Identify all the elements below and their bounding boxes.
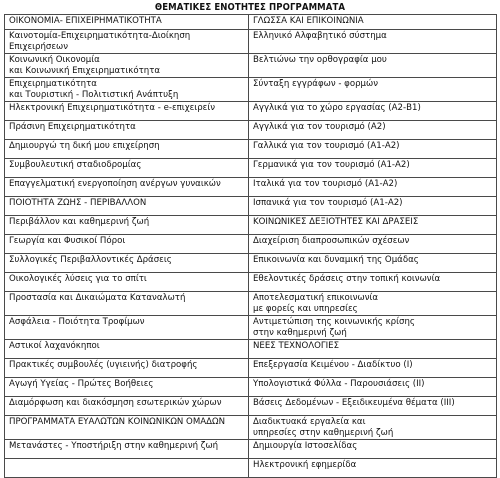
category-heading-new-technologies — [249, 340, 497, 359]
program-cell — [5, 102, 249, 121]
cell-text: ΝΕΕΣ ΤΕΧΝΟΛΟΓΙΕΣ — [253, 341, 340, 351]
cell-text: Διαδικτυακά εργαλεία και υπηρεσίες στην καθημερινή ζωή — [253, 417, 394, 438]
table-row — [5, 121, 497, 140]
table-row — [5, 254, 497, 273]
table-row — [5, 30, 497, 54]
program-cell — [249, 316, 497, 340]
table-row — [5, 102, 497, 121]
cell-text: Πρακτικές συμβουλές (υγιεινής) διατροφής — [9, 360, 198, 370]
program-cell — [249, 359, 497, 378]
cell-text: Κοινωνική Οικονομία και Κοινωνική Επιχειρηματικότητα — [9, 55, 161, 76]
program-cell — [249, 78, 497, 102]
table-row — [5, 197, 497, 216]
program-cell — [5, 159, 249, 178]
program-cell — [5, 54, 249, 78]
table-row — [5, 292, 497, 316]
program-cell — [249, 254, 497, 273]
program-cell — [249, 140, 497, 159]
cell-text: ΠΟΙΟΤΗΤΑ ΖΩΗΣ - ΠΕΡΙΒΑΛΛΟΝ — [9, 198, 147, 208]
cell-text: Διαμόρφωση και διακόσμηση εσωτερικών χώρων — [9, 398, 222, 408]
table-row — [5, 159, 497, 178]
category-heading-language — [249, 15, 497, 30]
cell-text: Δημιουργία Ιστοσελίδας — [253, 441, 358, 451]
cell-text: Επεξεργασία Κειμένου - Διαδίκτυο (Ι) — [253, 360, 413, 370]
program-cell — [5, 235, 249, 254]
cell-text: Πράσινη Επιχειρηματικότητα — [9, 122, 136, 132]
program-cell — [249, 178, 497, 197]
cell-text: ΠΡΟΓΡΑΜΜΑΤΑ ΕΥΑΛΩΤΩΝ ΚΟΙΝΩΝΙΚΩΝ ΟΜΑΔΩΝ — [9, 417, 225, 427]
table-row — [5, 54, 497, 78]
program-cell — [249, 197, 497, 216]
program-cell — [5, 397, 249, 416]
table-row — [5, 273, 497, 292]
cell-text: Ασφάλεια - Ποιότητα Τροφίμων — [9, 317, 145, 327]
program-cell — [249, 397, 497, 416]
cell-text: Αγωγή Υγείας - Πρώτες Βοήθειες — [9, 379, 154, 389]
cell-text: Διαχείριση διαπροσωπικών σχέσεων — [253, 236, 410, 246]
cell-text: Γερμανικά για τον τουρισμό (Α1-Α2) — [253, 160, 410, 170]
cell-text: Επιχειρηματικότητα και Τουριστική - Πολιτιστική Ανάπτυξη — [9, 79, 179, 100]
table-row — [5, 416, 497, 440]
program-cell — [249, 102, 497, 121]
cell-text: ΓΛΩΣΣΑ ΚΑΙ ΕΠΙΚΟΙΝΩΝΙΑ — [253, 16, 364, 26]
cell-text: Συμβουλευτική σταδιοδρομίας — [9, 160, 142, 170]
cell-text: Αντιμετώπιση της κοινωνικής κρίσης στην καθημερινή ζωή — [253, 317, 415, 338]
programs-table-body — [5, 15, 497, 478]
program-cell — [5, 359, 249, 378]
program-cell — [5, 216, 249, 235]
program-cell — [249, 121, 497, 140]
program-cell — [5, 121, 249, 140]
table-row — [5, 15, 497, 30]
cell-text: Αστικοί λαχανόκηποι — [9, 341, 100, 351]
cell-text: Αγγλικά για τον τουρισμό (Α2) — [253, 122, 386, 132]
table-row — [5, 140, 497, 159]
program-cell — [249, 416, 497, 440]
program-cell — [5, 292, 249, 316]
table-row — [5, 459, 497, 478]
programs-table — [4, 14, 497, 478]
program-cell — [5, 273, 249, 292]
program-cell — [5, 378, 249, 397]
cell-text: Ιταλικά για τον τουρισμό (Α1-Α2) — [253, 179, 398, 189]
table-row — [5, 340, 497, 359]
program-cell — [249, 273, 497, 292]
cell-text: Αποτελεσματική επικοινωνία με φορείς και υπηρεσίες — [253, 293, 379, 314]
cell-text: Βάσεις Δεδομένων - Εξειδικευμένα θέματα (ΙΙΙ) — [253, 398, 455, 408]
program-cell — [249, 235, 497, 254]
cell-text: Περιβάλλον και καθημερινή ζωή — [9, 217, 150, 227]
category-heading-social-skills — [249, 216, 497, 235]
program-cell — [5, 340, 249, 359]
program-cell — [249, 54, 497, 78]
table-row — [5, 316, 497, 340]
cell-text: Δημιουργώ τη δική μου επιχείρηση — [9, 141, 160, 151]
program-cell — [5, 78, 249, 102]
program-cell — [5, 316, 249, 340]
table-row — [5, 78, 497, 102]
table-row — [5, 378, 497, 397]
program-cell — [5, 140, 249, 159]
cell-text: Προστασία και Δικαιώματα Καταναλωτή — [9, 293, 186, 303]
category-heading-quality-of-life — [5, 197, 249, 216]
cell-text: Συλλογικές Περιβαλλοντικές Δράσεις — [9, 255, 172, 265]
cell-text: Ηλεκτρονική εφημερίδα — [253, 460, 357, 470]
cell-text: ΟΙΚΟΝΟΜΙΑ- ΕΠΙΧΕΙΡΗΜΑΤΙΚΟΤΗΤΑ — [9, 16, 162, 26]
cell-text: Σύνταξη εγγράφων - φορμών — [253, 79, 379, 89]
program-cell — [5, 178, 249, 197]
cell-text: ΚΟΙΝΩΝΙΚΕΣ ΔΕΞΙΟΤΗΤΕΣ ΚΑΙ ΔΡΑΣΕΙΣ — [253, 217, 419, 227]
cell-text: Εθελοντικές δράσεις στην τοπική κοινωνία — [253, 274, 441, 284]
table-row — [5, 235, 497, 254]
category-heading-vulnerable-groups — [5, 416, 249, 440]
empty-cell — [5, 459, 249, 478]
cell-text: Βελτιώνω την ορθογραφία μου — [253, 55, 387, 65]
cell-text: Υπολογιστικά Φύλλα - Παρουσιάσεις (ΙΙ) — [253, 379, 425, 389]
cell-text: Επικοινωνία και δυναμική της Ομάδας — [253, 255, 419, 265]
program-cell — [249, 459, 497, 478]
table-row — [5, 397, 497, 416]
cell-text: Ηλεκτρονική Επιχειρηματικότητα - e-επιχειρείν — [9, 103, 216, 113]
cell-text: Μετανάστες - Υποστήριξη στην καθημερινή ζωή — [9, 441, 219, 451]
table-row — [5, 178, 497, 197]
program-cell — [249, 159, 497, 178]
cell-text: Αγγλικά για το χώρο εργασίας (Α2-Β1) — [253, 103, 421, 113]
program-cell — [249, 378, 497, 397]
category-heading-economy — [5, 15, 249, 30]
program-cell — [5, 254, 249, 273]
cell-text: Ισπανικά για τον τουρισμό (Α1-Α2) — [253, 198, 403, 208]
cell-text: Γαλλικά για τον τουρισμό (Α1-Α2) — [253, 141, 400, 151]
cell-text: Οικολογικές λύσεις για το σπίτι — [9, 274, 147, 284]
cell-text: Ελληνικό Αλφαβητικό σύστημα — [253, 31, 387, 41]
table-row — [5, 359, 497, 378]
document-title: ΘΕΜΑΤΙΚΕΣ ΕΝΟΤΗΤΕΣ ΠΡΟΓΡΑΜΜΑΤΑ — [154, 2, 346, 13]
cell-text: Καινοτομία-Επιχειρηματικότητα-Διοίκηση Επιχειρήσεων — [9, 31, 191, 52]
table-row — [5, 216, 497, 235]
cell-text: Γεωργία και Φυσικοί Πόροι — [9, 236, 126, 246]
cell-text: Επαγγελματική ενεργοποίηση ανέργων γυναικών — [9, 179, 221, 189]
program-cell — [249, 30, 497, 54]
program-cell — [249, 292, 497, 316]
program-cell — [5, 30, 249, 54]
